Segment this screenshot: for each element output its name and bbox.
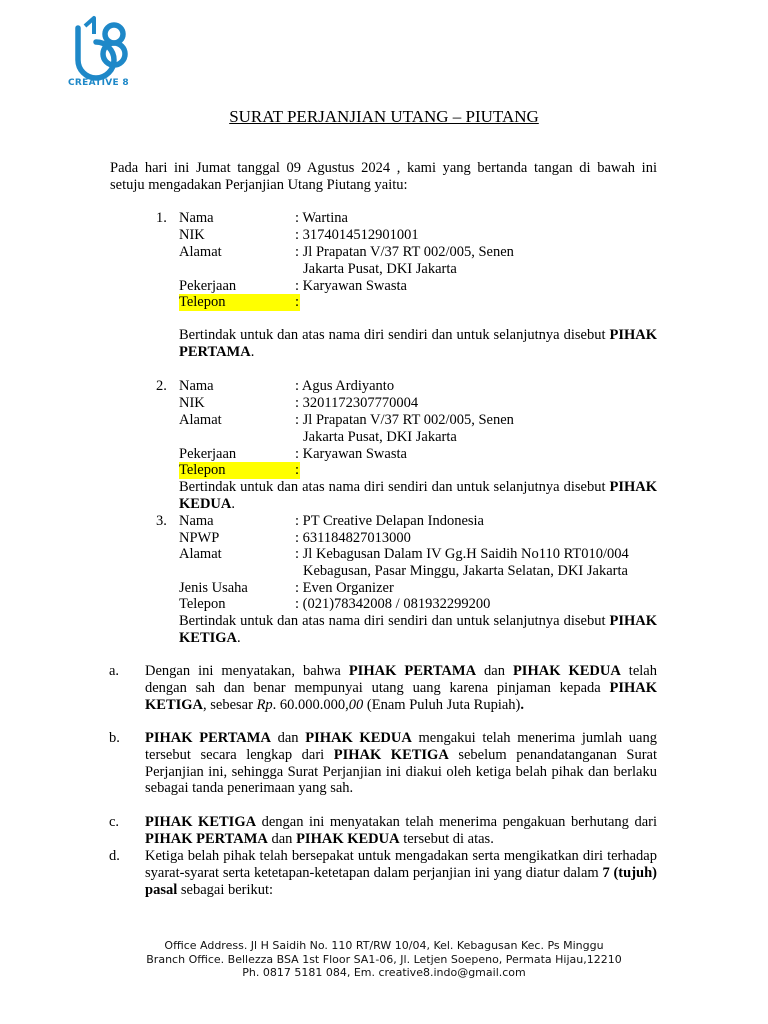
clause-b-text: PIHAK PERTAMA dan PIHAK KEDUA mengakui telah menerima jumlah uang tersebut secara lengkap dari PIHAK KETIGA sebelum penandatanganan Surat Perjanjian ini, sehingga Surat Perjanjian ini diakui oleh ketiga belah pihak dan berlaku sebagai tanda penerimaan yang sah. <box>145 730 658 797</box>
party-1-address-row: Alamat : Jl Prapatan V/37 RT 002/005, Senen <box>179 244 514 260</box>
intro-line-2: setuju mengadakan Perjanjian Utang Piutang yaitu: <box>110 177 408 193</box>
clause-c-text: PIHAK KETIGA dengan ini menyatakan telah menerima pengakuan berhutang dari PIHAK PERTAMA dan PIHAK KEDUA tersebut di atas. <box>145 814 657 847</box>
party-1-phone-row: Telepon : <box>179 294 300 310</box>
party-1-statement: Bertindak untuk dan atas nama diri sendiri dan untuk selanjutnya disebut PIHAK PERTAMA. <box>179 327 658 360</box>
party-1-name-row: Nama : Wartina <box>179 210 348 226</box>
footer-branch-office: Branch Office. Bellezza BSA 1st Floor SA1-06, Jl. Letjen Soepeno, Permata Hijau,12210 <box>146 952 622 966</box>
footer-contact: Ph. 0817 5181 084, Em. creative8.indo@gmail.com <box>242 966 526 980</box>
clause-a-text: Dengan ini menyatakan, bahwa PIHAK PERTAMA dan PIHAK KEDUA telah dengan sah dan benar mempunyai utang uang karena pinjaman kepada PIHAK KETIGA, sebesar Rp. 60.000.000,00 (Enam Puluh Juta Rupiah). <box>145 663 657 713</box>
party-3-name-row: Nama : PT Creative Delapan Indonesia <box>179 513 484 529</box>
party-3-address-row: Alamat : Jl Kebagusan Dalam IV Gg.H Saidih No110 RT010/004 <box>179 546 629 562</box>
document-title: SURAT PERJANJIAN UTANG – PIUTANG <box>229 107 539 126</box>
company-logo <box>70 14 160 94</box>
footer-office-address: Office Address. Jl H Saidih No. 110 RT/RW 10/04, Kel. Kebagusan Kec. Ps Minggu <box>164 939 604 952</box>
party-2-name-row: Nama : Agus Ardiyanto <box>179 378 395 394</box>
party-2-job-row: Pekerjaan : Karyawan Swasta <box>179 446 407 462</box>
party-2-phone-row: Telepon : <box>179 462 300 478</box>
party-3-business-row: Jenis Usaha : Even Organizer <box>179 580 394 596</box>
party-3-address-cont: Kebagusan, Pasar Minggu, Jakarta Selatan, DKI Jakarta <box>303 563 628 579</box>
party-1-nik-row: NIK : 3174014512901001 <box>179 227 419 243</box>
party-2-number: 2. <box>156 378 167 394</box>
party-2-statement: Bertindak untuk dan atas nama diri sendiri dan untuk selanjutnya disebut PIHAK KEDUA. <box>179 479 658 512</box>
clause-b-letter: b. <box>109 730 120 746</box>
party-2-nik-row: NIK : 3201172307770004 <box>179 395 419 411</box>
party-1-address-cont: Jakarta Pusat, DKI Jakarta <box>303 261 457 277</box>
party-2-address-cont: Jakarta Pusat, DKI Jakarta <box>303 429 457 445</box>
party-3-statement: Bertindak untuk dan atas nama diri sendiri dan untuk selanjutnya disebut PIHAK KETIGA. <box>179 613 658 646</box>
office-footer <box>0 939 768 980</box>
clause-d-text: Ketiga belah pihak telah bersepakat untuk mengadakan serta mengikatkan diri terhadap syarat-syarat serta ketetapan-ketetapan dalam perjanjian ini yang diatur dalam 7 (tujuh) pasal sebagai berikut: <box>145 848 657 898</box>
clause-a-letter: a. <box>109 663 120 679</box>
party-3-phone-row: Telepon : (021)78342008 / 081932299200 <box>179 596 491 612</box>
party-3-number: 3. <box>156 513 167 529</box>
party-3-npwp-row: NPWP : 631184827013000 <box>179 530 411 546</box>
clause-d-letter: d. <box>109 848 120 864</box>
logo-wordmark: CREATIVE 8 <box>68 78 129 88</box>
clause-c-letter: c. <box>109 814 120 830</box>
intro-line-1: Pada hari ini Jumat tanggal 09 Agustus 2024 , kami yang bertanda tangan di bawah ini <box>110 160 657 176</box>
party-1-job-row: Pekerjaan : Karyawan Swasta <box>179 278 407 294</box>
party-2-address-row: Alamat : Jl Prapatan V/37 RT 002/005, Senen <box>179 412 514 428</box>
party-1-number: 1. <box>156 210 167 226</box>
